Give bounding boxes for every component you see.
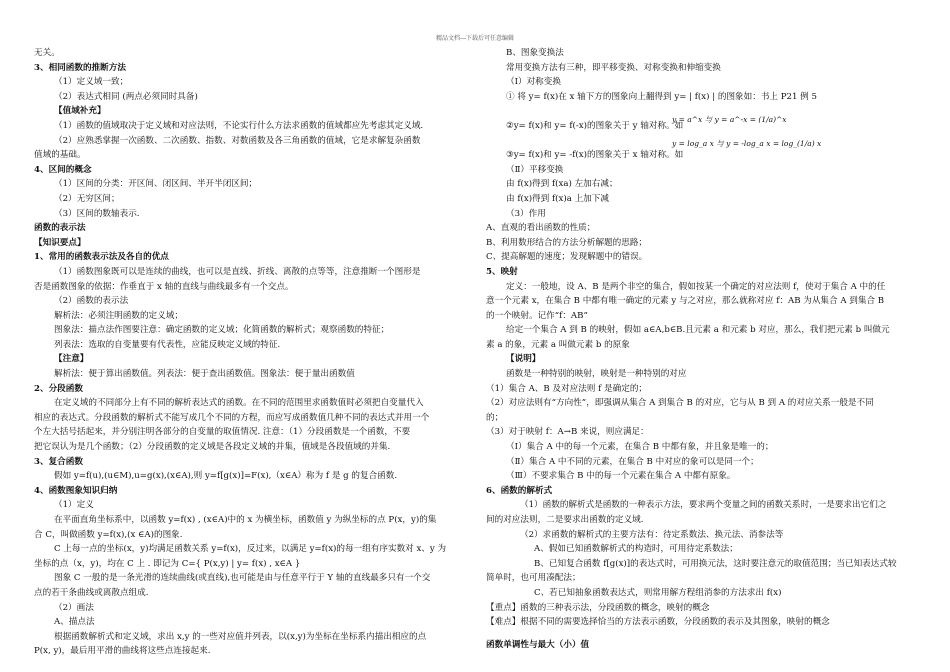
page-header: 精品文档---下载后可任意编辑 <box>435 35 515 42</box>
text-line: （3）作用 <box>506 208 546 219</box>
text-line: （1）定义域一致； <box>54 77 129 88</box>
section-heading: 4、区间的概念 <box>34 164 92 175</box>
text-line: （2）函数的表示法 <box>54 296 129 307</box>
text-line: 【难点】根据不同的需要选择恰当的方法表示函数，分段函数的表示及其图象，映射的概念 <box>486 617 830 628</box>
section-heading: 2、分段函数 <box>34 383 83 394</box>
text-line: ③y= f(x)和 y= -f(x)的图象关于 x 轴对称。如 <box>506 150 684 161</box>
text-line: （Ⅱ）平移变换 <box>506 164 564 175</box>
text-line: 图象 C 一般的是一条光滑的连续曲线(或直线),也可能是由与任意平行于 Y 轴的直线最多只有一个交 <box>54 573 431 584</box>
text-line: 把它误认为是几个函数；（2）分段函数的定义域是各段定义域的并集，值域是各段值域的并集. <box>34 442 391 453</box>
text-line: 根据函数解析式和定义域，求出 x,y 的一些对应值并列表，以(x,y)为坐标在坐标系内描出相应的点 <box>54 631 427 642</box>
text-line: 给定一个集合 A 到 B 的映射，假如 a∈A,b∈B.且元素 a 和元素 b 对应，那么，我们把元素 b 叫做元 <box>506 325 890 336</box>
section-heading: 函数单调性与最大（小）值 <box>486 639 590 650</box>
right-column <box>486 46 916 652</box>
text-line: 函数是一种特别的映射，映射是一种特别的对应 <box>506 369 687 380</box>
text-line: A、假如已知函数解析式的构造时，可用待定系数法； <box>534 544 738 555</box>
text-line: 由 f(x)得到 f(x)a 上加下减 <box>506 193 609 204</box>
text-line: 由 f(x)得到 f(xa) 左加右减； <box>506 179 618 190</box>
text-line: 间的对应法则，二是要求出函数的定义域. <box>486 515 644 525</box>
text-line: 假如 y=f(u),(u∈M),u=g(x),(x∈A),则 y=f[g(x)]=F(x),（x∈A）称为 f 是 g 的复合函数. <box>54 471 398 482</box>
text-line: （2）无穷区间； <box>54 193 120 204</box>
text-line: 常用变换方法有三种，即平移变换、对称变换和伸缩变换 <box>506 62 721 73</box>
text-line: A、直观的看出函数的性质； <box>486 223 596 234</box>
text-line: 【重点】函数的三种表示法，分段函数的概念，映射的概念 <box>486 602 710 613</box>
left-column <box>34 46 466 659</box>
text-line: ① 将 y= f(x)在 x 轴下方的图象向上翻得到 y= | f(x) | 的图象如：书上 P21 例 5 <box>506 91 817 102</box>
text-line: （1）定义 <box>54 500 94 511</box>
section-heading: 函数的表示法 <box>34 223 86 234</box>
formula-exponential: y = a^x 与 y = a^-x = (1/a)^x <box>672 115 787 124</box>
text-line: 在定义域的不同部分上有不同的解析表达式的函数。在不同的范围里求函数值时必须把自变量代入 <box>54 398 424 409</box>
text-line: 列表法：选取的自变量要有代表性，应能反映定义域的特征. <box>54 339 281 350</box>
text-line: （1）函数图象既可以是连续的曲线，也可以是直线、折线、离散的点等等，注意推断一个图形是 <box>54 266 421 277</box>
text-line: 个左大括号括起来，并分别注明各部分的自变量的取值情况. 注意：（1）分段函数是一个函数，不要 <box>34 427 411 438</box>
text-line: 素 a 的象，元素 a 叫做元素 b 的原象 <box>486 339 630 350</box>
section-heading: 【说明】 <box>506 354 541 365</box>
section-heading: 1、常用的函数表示法及各自的优点 <box>34 252 169 263</box>
text-line: （1）函数的值域取决于定义域和对应法则，不论实行什么方法求函数的值域都应先考虑其定义域. <box>54 120 424 131</box>
text-line: 点的若干条曲线或离散点组成. <box>34 587 149 598</box>
text-line: 的一个映射。记作“f：AB” <box>486 310 588 321</box>
text-line: （Ⅰ）集合 A 中的每一个元素，在集合 B 中都有象，并且象是唯一的； <box>506 442 774 453</box>
section-heading: 3、相同函数的推断方法 <box>34 62 126 73</box>
text-line: （1）区间的分类：开区间、闭区间、半开半闭区间； <box>54 179 258 190</box>
text-line: （2）应熟悉掌握一次函数、二次函数、指数、对数函数及各三角函数的值域，它是求解复杂函数 <box>54 135 421 146</box>
text-line: 的； <box>486 412 504 423</box>
text-line: B、利用数形结合的方法分析解题的思路； <box>486 237 648 248</box>
text-line: 坐标的点（x，y)，均在 C 上 . 即记为 C={ P(x,y) | y= f(x) , x∈A } <box>34 558 301 569</box>
formula-logarithm: y = log_a x 与 y = -log_a x = log_(1/a) x <box>672 139 822 148</box>
text-line: （2）对应法则有“方向性”，即强调从集合 A 到集合 B 的对应，它与从 B 到 A 的对应关系一般是不同 <box>486 398 874 409</box>
text-line: 合 C，叫做函数 y=f(x),(x ∈A)的图象. <box>34 529 183 540</box>
text-line: A、描点法 <box>54 617 95 628</box>
text-line: （2）求函数的解析式的主要方法有：待定系数法、换元法、消参法等 <box>520 529 784 540</box>
text-line: （Ⅲ）不要求集合 B 中的每一个元素在集合 A 中都有原象。 <box>506 471 736 482</box>
text-line: 定义：一般地，设 A、B 是两个非空的集合，假如按某一个确定的对应法则 f，使对于集合 A 中的任 <box>506 281 886 292</box>
text-line <box>486 630 916 638</box>
text-line: ②y= f(x)和 y= f(-x)的图象关于 y 轴对称。如 <box>506 120 684 131</box>
text-line: 无关。 <box>34 48 60 58</box>
section-heading: 【注意】 <box>54 354 89 365</box>
text-line: （Ⅱ）集合 A 中不同的元素，在集合 B 中对应的象可以是同一个； <box>506 456 759 467</box>
section-heading: 【知识要点】 <box>34 237 86 248</box>
text-line: B、已知复合函数 f[g(x)]的表达式时，可用换元法，这时要注意元的取值范围；当已知表达式较 <box>534 558 897 569</box>
section-heading: 【值域补充】 <box>54 106 106 117</box>
text-line: 值域的基础。 <box>34 150 86 161</box>
text-line: C、若已知抽象函数表达式，则常用解方程组消参的方法求出 f(x) <box>534 587 782 598</box>
text-line: P(x, y)，最后用平滑的曲线将这些点连接起来. <box>34 646 211 657</box>
text-line: 在平面直角坐标系中，以函数 y=f(x) , (x∈A)中的 x 为横坐标，函数值 y 为纵坐标的点 P(x，y)的集 <box>54 515 437 525</box>
text-line: 解析法：便于算出函数值。列表法：便于查出函数值。图象法：便于量出函数值 <box>54 369 355 380</box>
section-heading: 6、函数的解析式 <box>486 485 553 496</box>
section-heading: 3、复合函数 <box>34 456 83 467</box>
text-line: 相应的表达式。分段函数的解析式不能写成几个不同的方程，而应写成函数值几种不同的表达式并用一个 <box>34 412 430 423</box>
text-line: （Ⅰ）对称变换 <box>506 77 561 88</box>
text-line: （2）表达式相同 (两点必须同时具备) <box>54 91 198 102</box>
text-line: 简单时，也可用凑配法； <box>486 573 581 584</box>
text-line: 图象法：描点法作图要注意：确定函数的定义域；化简函数的解析式；观察函数的特征； <box>54 325 390 336</box>
text-line: （3）区间的数轴表示. <box>54 208 140 219</box>
text-line: （2）画法 <box>54 602 94 613</box>
text-line: （1）集合 A、B 及对应法则 f 是确定的； <box>486 383 648 394</box>
section-heading: 4、函数图象知识归纳 <box>34 485 118 496</box>
text-line: B、图象变换法 <box>506 48 564 58</box>
text-line: （3）对于映射 f：A→B 来说，则应满足： <box>486 427 649 438</box>
text-line: C、提高解题的速度；发现解题中的错误。 <box>486 252 648 263</box>
text-line: （1）函数的解析式是函数的一种表示方法，要求两个变量之间的函数关系时，一是要求出它们之 <box>520 500 887 511</box>
section-heading: 5、映射 <box>486 266 518 277</box>
text-line: 否是函数图象的依据：作垂直于 x 轴的直线与曲线最多有一个交点。 <box>34 281 294 292</box>
text-line: 意一个元素 x，在集合 B 中都有唯一确定的元素 y 与之对应，那么就称对应 f：AB 为从集合 A 到集合 B <box>486 296 885 307</box>
text-line: 解析法：必须注明函数的定义域； <box>54 310 183 321</box>
text-line: C 上每一点的坐标(x，y)均满足函数关系 y=f(x)，反过来，以满足 y=f(x)的每一组有序实数对 x、y 为 <box>54 544 447 555</box>
